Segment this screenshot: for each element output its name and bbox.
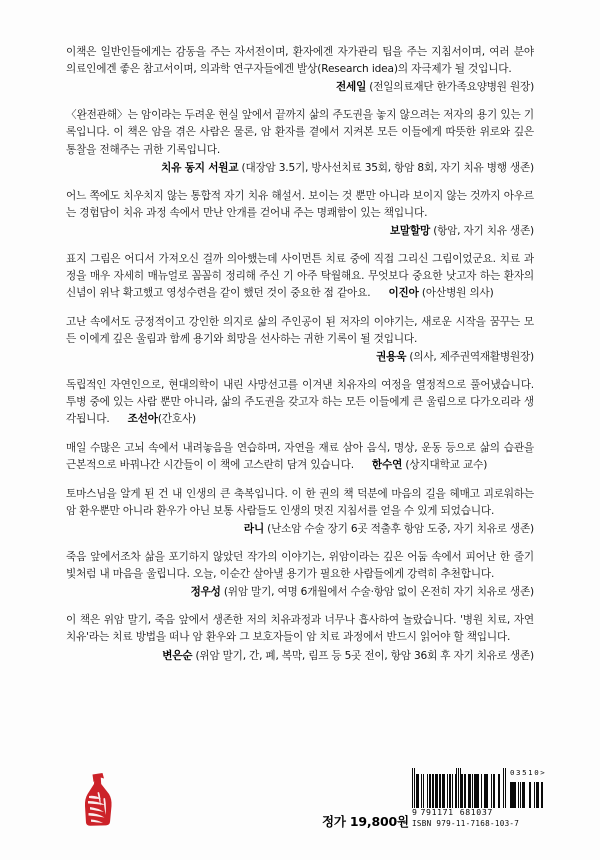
ean13-bars: [412, 768, 506, 808]
testimonial-block: [66, 107, 534, 176]
testimonial-block: [66, 44, 534, 96]
testimonial-attribution: [66, 160, 534, 176]
attribution-detail: (의사, 제주권역재활병원장): [409, 351, 534, 364]
attribution-detail: (위암 말기, 여명 6개월에서 수술·항암 없이 온전히 자기 치유로 생존): [223, 586, 534, 599]
testimonial-body: 이책은 일반인들에게는 감동을 주는 자서전이며, 환자에겐 자가관리 팁을 주는 지침서이며, 여러 분야 의료인에겐 좋은 참고서이며, 의과학 연구자들에겐 발상(Research idea)의 자극제가 될 것입니다.: [66, 46, 534, 76]
testimonial-attribution: [66, 79, 534, 95]
testimonial-body: 〈완전관해〉는 암이라는 두려운 현실 앞에서 끝까지 삶의 주도권을 놓지 않으려는 저자의 용기 있는 기록입니다. 이 책은 암을 겪은 사람은 물론, 암 환자를 곁에서 지켜본 모든 이들에게 따뜻한 위로와 깊은 통찰을 전해주는 귀한 기록입니다.: [66, 109, 534, 156]
testimonial-attribution: [66, 584, 534, 600]
attribution-name: 라니: [243, 523, 264, 536]
testimonial-body: 어느 쪽에도 치우치지 않는 통합적 자기 치유 해설서. 보이는 것 뿐만 아니라 보이지 않는 것까지 아우르는 경험담이 치유 과정 속에서 만난 안개를 걷어내 주는 명쾌함이 있는 책입니다.: [66, 189, 534, 219]
testimonial-block: [66, 486, 534, 538]
testimonial-attribution: [66, 521, 534, 537]
ean13-left-group: 791171: [420, 807, 454, 817]
attribution-name: 전세일: [336, 81, 367, 94]
attribution-name: 치유 동지 서원교: [161, 161, 239, 174]
attribution-detail: (아산병원 의사): [421, 287, 494, 300]
attribution-detail: (대장암 3.5기, 방사선치료 35회, 항암 8회, 자기 치유 병행 생존): [241, 161, 534, 174]
testimonial-attribution: [66, 223, 534, 239]
ean5-addon-bars: [510, 778, 544, 808]
ean13-digits: [412, 807, 506, 817]
publisher-logo-icon: [78, 772, 118, 828]
testimonial-body: [66, 251, 534, 302]
attribution-name: 정우성: [190, 586, 221, 599]
ean5-addon-digits: 03510>: [510, 768, 547, 777]
barcode-row: [412, 768, 552, 817]
testimonial-body: 고난 속에서도 긍정적이고 강인한 의지로 삶의 주인공이 된 저자의 이야기는, 새로운 시작을 꿈꾸는 모든 이에게 깊은 울림과 함께 용기와 희망을 선사하는 귀한 기록이 될 것입니다.: [66, 315, 534, 345]
testimonial-body-text: 매일 수많은 고뇌 속에서 내려놓음을 연습하며, 자연을 재료 삼아 음식, 명상, 운동 등으로 삶의 습관을 근본적으로 바꿔나간 시간들이 이 책에 고스란히 담겨 있습니다.: [66, 441, 534, 472]
attribution-name: 변은순: [162, 649, 193, 662]
testimonial-body: 이 책은 위암 말기, 죽음 앞에서 생존한 저의 치유과정과 너무나 흡사하여 놀랐습니다. '병원 치료, 자연 치유'라는 치료 방법을 떠나 암 환우와 그 보호자들이 암 치료 과정에서 반드시 읽어야 할 책입니다.: [66, 614, 534, 644]
ean13-right-group: 681037: [459, 807, 493, 817]
testimonial-attribution: [110, 413, 196, 425]
isbn-text: ISBN 979-11-7168-103-7: [412, 819, 520, 828]
ean5-addon-barcode: [510, 768, 547, 808]
attribution-name: 이진아: [388, 287, 419, 300]
testimonials-container: [66, 44, 534, 675]
attribution-name: 보말할망: [389, 224, 431, 237]
attribution-detail: (항암, 자기 치유 생존): [433, 224, 534, 237]
attribution-name: 권용욱: [376, 351, 407, 364]
testimonial-attribution: [354, 459, 487, 471]
testimonial-block: [66, 377, 534, 428]
isbn-barcode: [412, 768, 552, 828]
testimonial-attribution: [66, 648, 534, 664]
ean13-lead-digit: 9: [412, 807, 418, 817]
attribution-detail: (위암 말기, 간, 폐, 복막, 림프 등 5곳 전이, 항암 36회 후 자기 치유로 생존): [195, 649, 534, 662]
attribution-detail: (간호사): [157, 413, 197, 426]
testimonial-attribution: [370, 287, 493, 299]
attribution-name: 한수연: [371, 459, 403, 472]
attribution-detail: (전일의료재단 한가족요양병원 원장): [369, 81, 534, 94]
testimonial-block: [66, 188, 534, 240]
attribution-detail: (난소암 수술 장기 6곳 적출후 항암 도중, 자기 치유로 생존): [267, 523, 534, 536]
attribution-detail: (상지대학교 교수): [405, 459, 488, 472]
price-label: 정가 19,800원: [322, 814, 409, 829]
testimonial-body-text: 독립적인 자연인으로, 현대의학이 내린 사망선고를 이겨낸 치유자의 여정을 열정적으로 풀어냈습니다. 투병 중에 있는 사람 뿐만 아니라, 삶의 주도권을 갖고자 하는 모든 이들에게 큰 울림으로 다가오리라 생각됩니다.: [66, 379, 534, 426]
testimonial-body: [66, 440, 534, 474]
testimonial-block: [66, 612, 534, 664]
testimonial-block: [66, 549, 534, 601]
testimonial-body: 죽음 앞에서조차 삶을 포기하지 않았던 작가의 이야기는, 위암이라는 깊은 어둠 속에서 피어난 한 줄기 빛처럼 내 마음을 울립니다. 오늘, 이순간 살아낼 용기가 필요한 사람들에게 강력히 추천합니다.: [66, 551, 534, 581]
testimonial-body-text: 표지 그림은 어디서 가져오신 걸까 의아했는데 사이먼튼 치료 중에 직접 그리신 그림이었군요. 치료 과정을 매우 자세히 매뉴얼로 꼼꼼히 정리해 주신 기 아주 탁월해요. 무엇보다 중요한 낫고자 하는 환자의 신념이 위낙 확고했고 영성수련을 같이 했던 것이 중요한 점 같아요.: [66, 252, 534, 300]
testimonial-block: [66, 314, 534, 366]
ean13-barcode: [412, 768, 506, 817]
testimonial-attribution: [66, 349, 534, 365]
testimonial-block: [66, 440, 534, 474]
attribution-name: 조선아: [127, 413, 158, 426]
testimonial-block: [66, 251, 534, 302]
testimonial-body: 토마스님을 알게 된 건 내 인생의 큰 축복입니다. 이 한 권의 책 덕분에 마음의 길을 헤매고 괴로워하는 암 환우뿐만 아니라 환우가 아닌 보통 사람들도 인생의 멋진 지침서를 얻을 수 있게 되었습니다.: [66, 487, 534, 517]
testimonial-body: [66, 377, 534, 428]
